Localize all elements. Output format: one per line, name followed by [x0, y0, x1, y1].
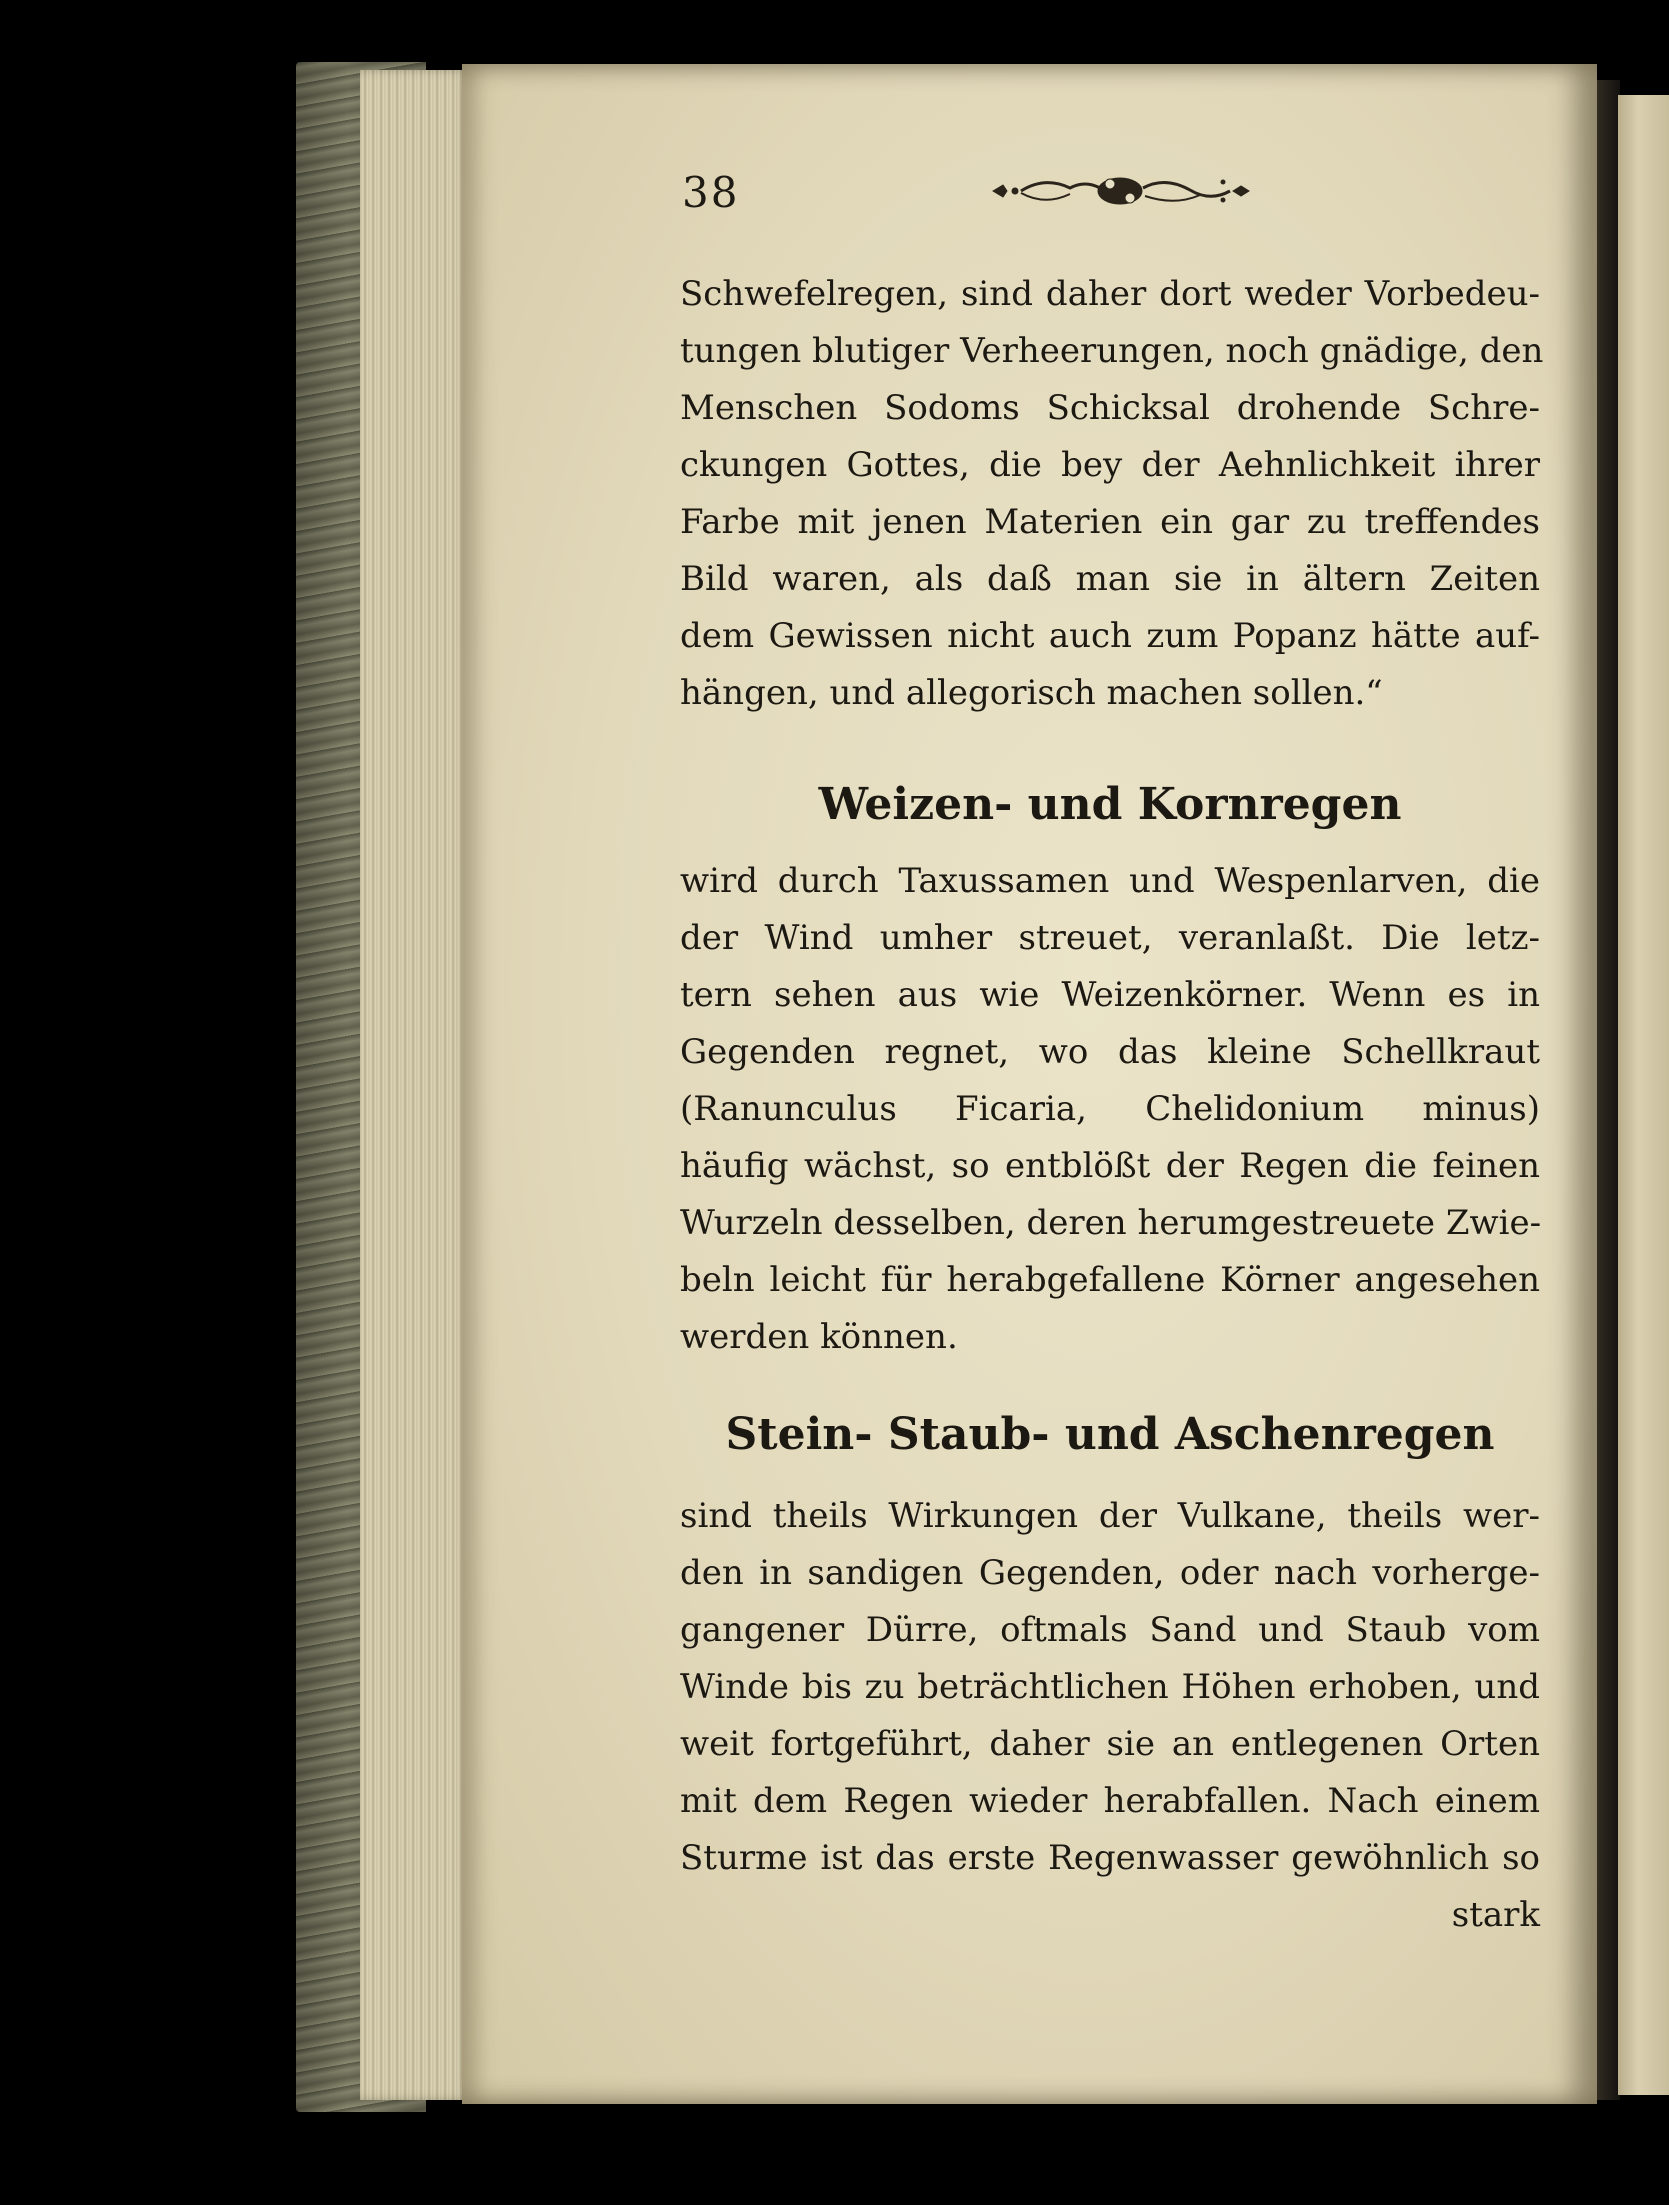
- page-edges: [360, 70, 470, 2100]
- page-number: 38: [682, 168, 740, 217]
- text-line: Winde bis zu beträchtlichen Höhen erhoben, und: [680, 1667, 1540, 1707]
- text-line: wird durch Taxussamen und Wespenlarven, die: [680, 861, 1540, 901]
- next-page-edge: [1618, 95, 1669, 2095]
- text-line: Bild waren, als daß man sie in ältern Zeiten: [680, 559, 1540, 599]
- text-line: mit dem Regen wieder herabfallen. Nach einem: [680, 1781, 1540, 1821]
- section-heading: Weizen- und Kornregen: [818, 779, 1402, 830]
- catchword: stark: [1451, 1895, 1540, 1935]
- text-line: dem Gewissen nicht auch zum Popanz hätte auf-: [680, 616, 1540, 656]
- text-line: Sturme ist das erste Regenwasser gewöhnlich so: [680, 1838, 1540, 1878]
- text-line: ckungen Gottes, die bey der Aehnlichkeit ihrer: [680, 445, 1540, 485]
- text-line: häufig wächst, so entblößt der Regen die feinen: [680, 1146, 1540, 1186]
- text-line: Gegenden regnet, wo das kleine Schellkraut: [680, 1032, 1540, 1072]
- text-line: tern sehen aus wie Weizenkörner. Wenn es in: [680, 975, 1540, 1015]
- text-line: hängen, und allegorisch machen sollen.“: [680, 673, 1383, 713]
- text-line: Farbe mit jenen Materien ein gar zu treffendes: [680, 502, 1540, 542]
- text-line: den in sandigen Gegenden, oder nach vorherge-: [680, 1553, 1540, 1593]
- text-line: werden können.: [680, 1317, 958, 1357]
- text-line: weit fortgeführt, daher sie an entlegenen Orten: [680, 1724, 1540, 1764]
- text-line: (Ranunculus Ficaria, Chelidonium minus): [680, 1089, 1540, 1129]
- text-line: Menschen Sodoms Schicksal drohende Schre-: [680, 388, 1540, 428]
- text-line: Wurzeln desselben, deren herumgestreuete Zwie-: [680, 1203, 1542, 1243]
- decorative-vignette-icon: [985, 166, 1255, 216]
- text-line: sind theils Wirkungen der Vulkane, theils wer-: [680, 1496, 1540, 1536]
- text-line: beln leicht für herabgefallene Körner angesehen: [680, 1260, 1540, 1300]
- section-heading: Stein- Staub- und Aschenregen: [725, 1409, 1495, 1460]
- text-line: der Wind umher streuet, veranlaßt. Die letz-: [680, 918, 1540, 958]
- text-line: Schwefelregen, sind daher dort weder Vorbedeu-: [680, 274, 1540, 314]
- text-line: tungen blutiger Verheerungen, noch gnädige, den: [680, 331, 1544, 371]
- text-line: gangener Dürre, oftmals Sand und Staub vom: [680, 1610, 1540, 1650]
